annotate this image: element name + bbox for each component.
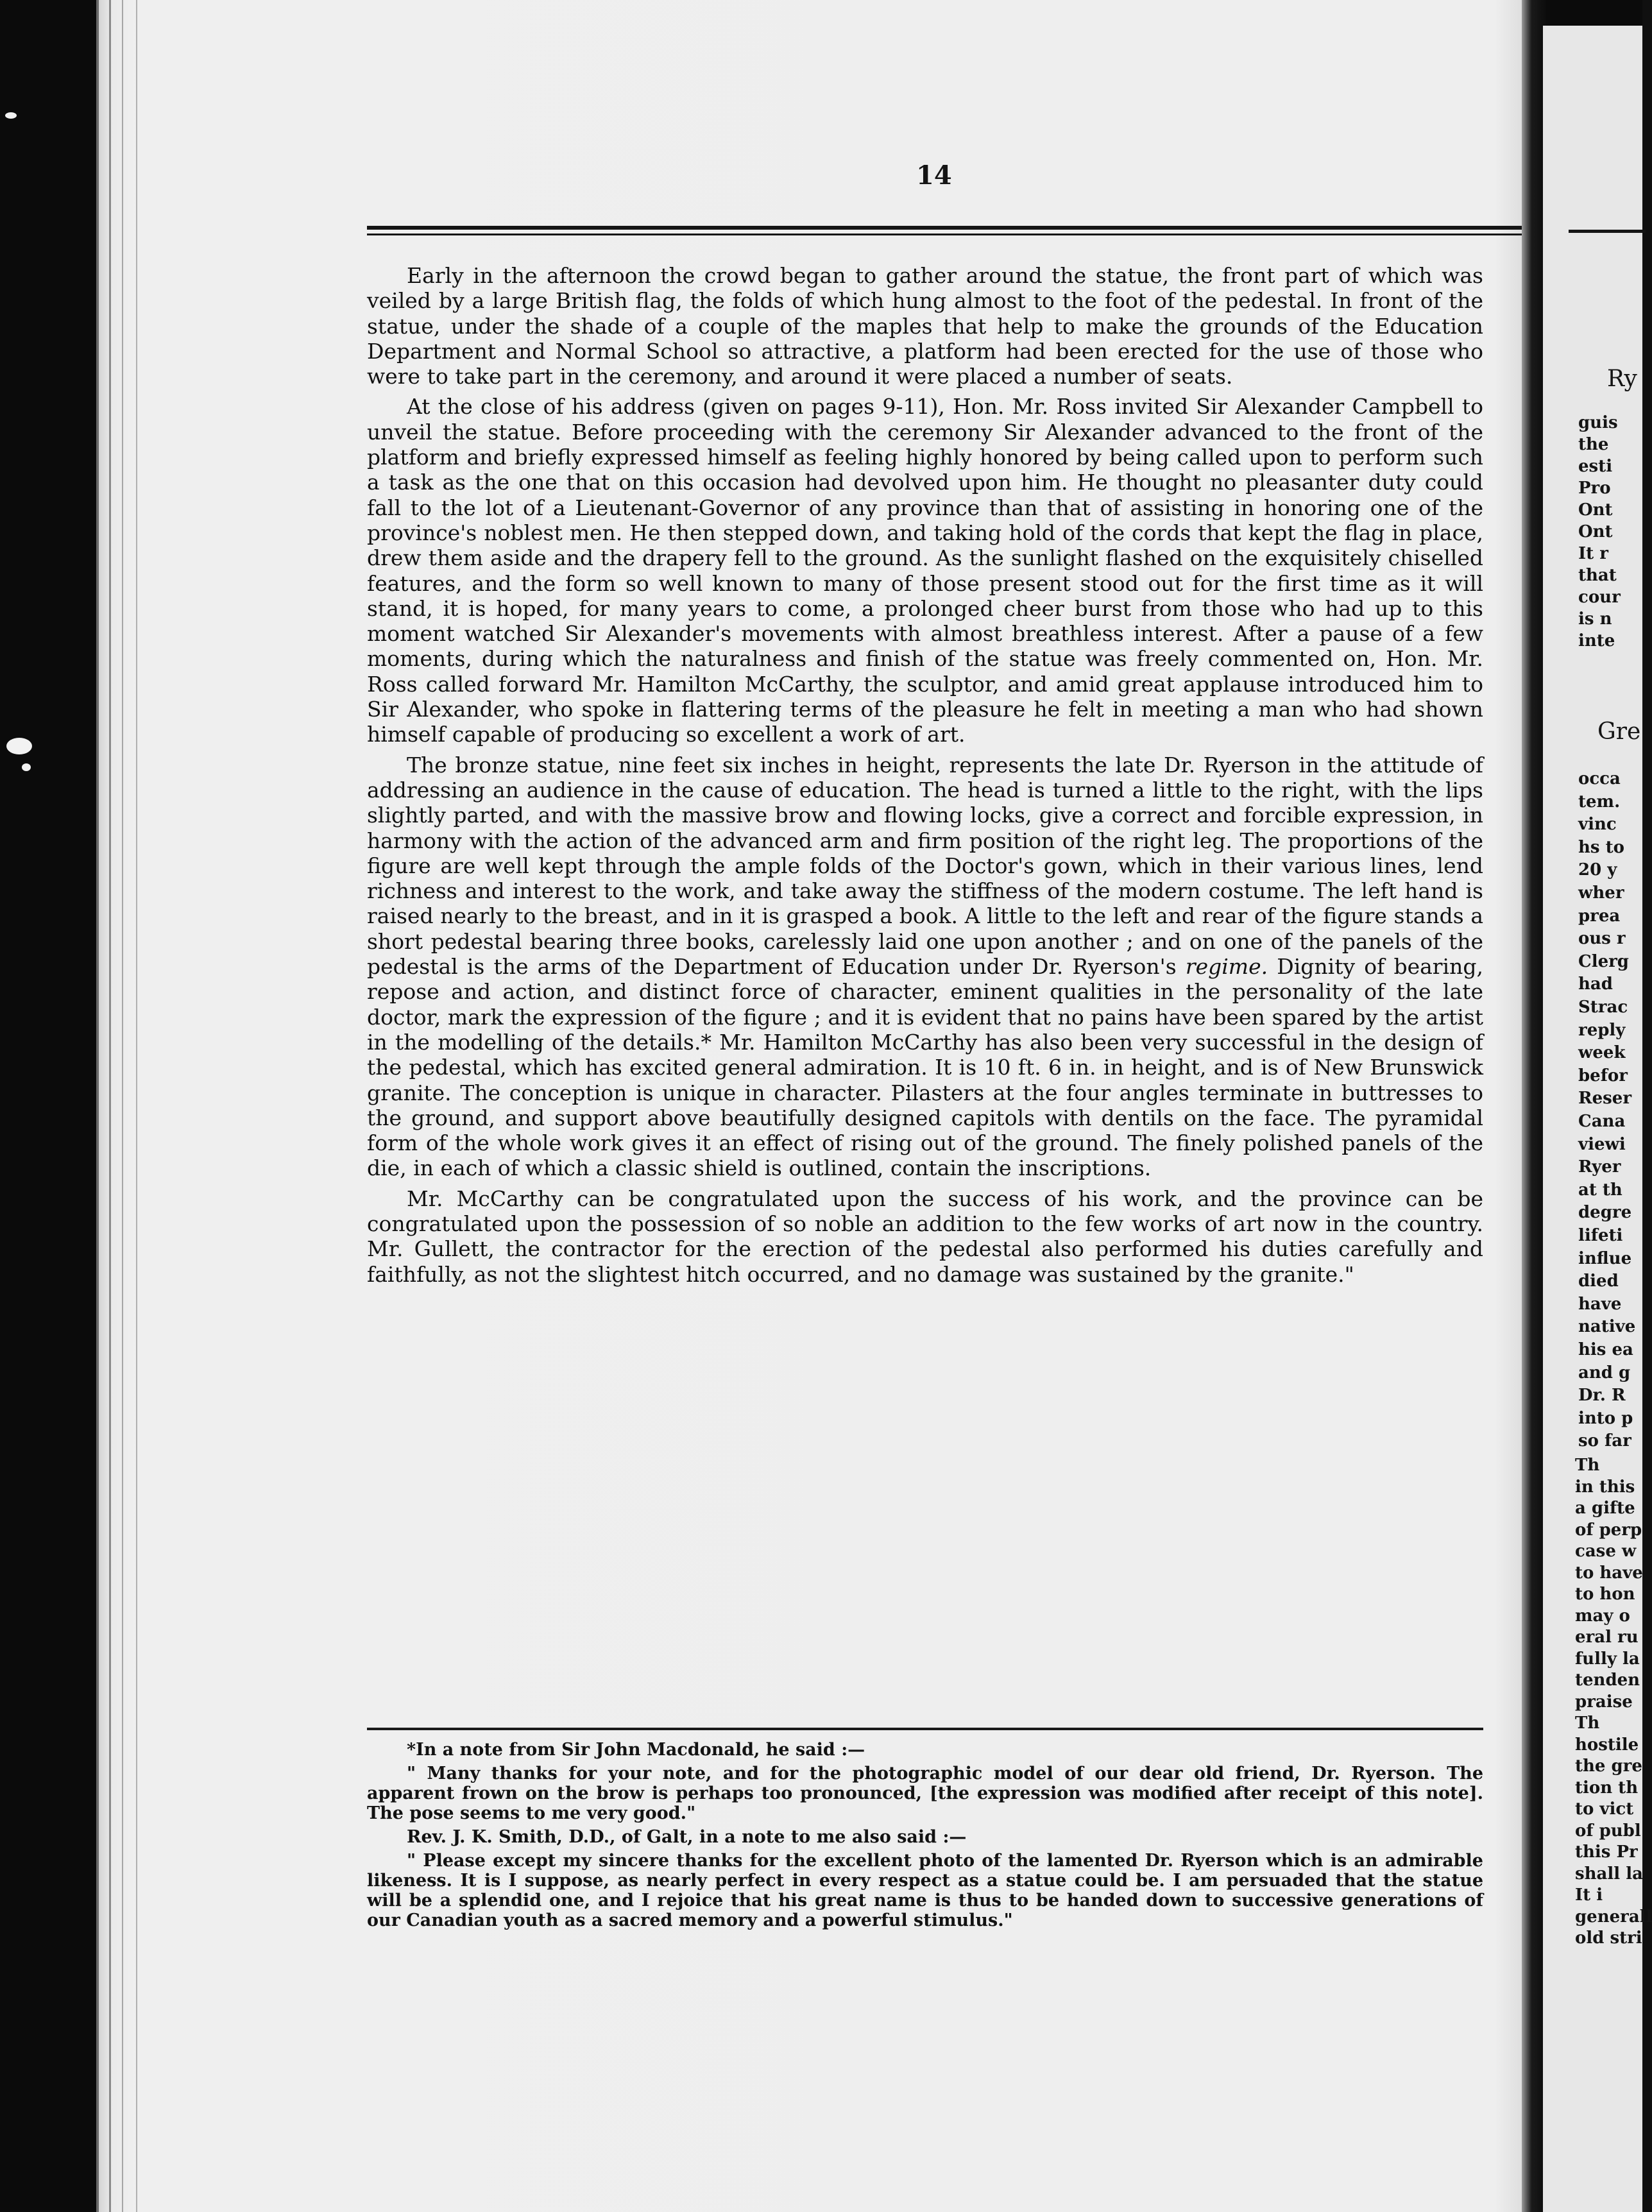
next-page-line: generall (1575, 1907, 1652, 1927)
paragraph-crowd: Early in the afternoon the crowd began to gather around the statue, the front part of which was veiled by a large British flag, the folds of which hung almost to the foot of the pedestal. In front of the statue, under the shade of a couple of the maples that help to make the grounds of the Education Department and Normal School so attractive, a platform had been erected for the use of those who were to take part in the ceremony, and around it were placed a number of seats. (367, 263, 1483, 389)
next-page-line: Ont (1578, 522, 1613, 541)
next-page-line: into p (1578, 1408, 1633, 1428)
next-page-line: that (1578, 566, 1617, 585)
next-page-line: ous r (1578, 929, 1626, 949)
next-page-line: at th (1578, 1180, 1622, 1200)
footnote-macdonald-intro: *In a note from Sir John Macdonald, he said :— (407, 1740, 865, 1760)
next-page-line: viewi (1578, 1134, 1626, 1154)
header-rule-thin (367, 234, 1522, 235)
next-page-line: tion th (1575, 1778, 1639, 1798)
next-page-line: befor (1578, 1066, 1628, 1085)
next-page-line: to hon (1575, 1585, 1635, 1604)
next-page-line: native (1578, 1317, 1636, 1337)
next-page-line: week (1578, 1043, 1626, 1063)
paragraph-congratulations: Mr. McCarthy can be congratulated upon the success of his work, and the province can be congratulated upon the possession of so noble an addition to the few works of art now in the country. Mr. Gullett, the contractor for the erection of the pedestal also performed his duties carefully and faithfully, as not the slightest hitch occurred, and no damage was sustained by the granite." (367, 1186, 1483, 1287)
next-page-line: the (1578, 435, 1609, 454)
next-page-line: eral ru (1575, 1628, 1639, 1647)
next-page-line: tem. (1578, 792, 1621, 812)
scan-speck (22, 763, 31, 771)
next-page-line: It i (1575, 1885, 1603, 1905)
footnote-macdonald-quote: " Many thanks for your note, and for the photographic model of our dear old friend, Dr. Ryerson. The apparent frown on the brow is perhaps too pronounced, [the expression was modified after receipt of this note]. The pose seems to me very good." (367, 1764, 1483, 1823)
statue-description-part-1: The bronze statue, nine feet six inches in height, represents the late Dr. Ryerson in the attitude of addressing an audience in the cause of education. The head is turned a little to the right, with the lips slightly parted, and with the massive brow and flowing locks, give a correct and forcible expression, in harmony with the action of the advanced arm and firm position of the right leg. The proportions of the figure are well kept through the ample folds of the Doctor's gown, which in their various lines, lend richness and interest to the work, and take away the stiffness of the modern costume. The left hand is raised nearly to the breast, and in it is grasped a book. A little to the left and rear of the figure stands a short pedestal bearing three books, carelessly laid one upon another ; and on one of the panels of the pedestal is the arms of the Department of Education under Dr. Ryerson's (367, 752, 1483, 980)
binding-edge (96, 0, 99, 2212)
next-page-line: to have (1575, 1563, 1643, 1583)
article-body (367, 263, 1483, 1292)
binding-edge (136, 0, 137, 2212)
next-page-line: occa (1578, 769, 1621, 788)
next-page-line: so far (1578, 1431, 1631, 1451)
next-page-line: influe (1578, 1248, 1632, 1268)
next-page-line: hs to (1578, 837, 1624, 857)
next-page-line: tenden (1575, 1671, 1640, 1690)
next-page-line: may o (1575, 1606, 1630, 1626)
next-page-line: and g (1578, 1363, 1631, 1382)
next-page-line: Cana (1578, 1112, 1626, 1131)
footnotes (367, 1740, 1483, 1934)
next-page-fragment (1543, 26, 1652, 2212)
next-page-line: cour (1578, 588, 1621, 607)
next-page-line: shall la (1575, 1864, 1643, 1884)
next-page-line: lifeti (1578, 1226, 1623, 1245)
next-page-line: reply (1578, 1020, 1626, 1040)
next-page-line: prea (1578, 906, 1621, 926)
next-page-line: Strac (1578, 998, 1628, 1017)
footnote-smith-intro: Rev. J. K. Smith, D.D., of Galt, in a note to me also said :— (407, 1827, 967, 1847)
next-page-line: Dr. R (1578, 1386, 1626, 1406)
next-page-line: have (1578, 1294, 1622, 1314)
next-page-line: his ea (1578, 1340, 1633, 1359)
next-page-line: this Pr (1575, 1842, 1638, 1862)
next-page-line: a gifte (1575, 1499, 1635, 1518)
binding-edge (122, 0, 123, 2212)
next-page-line: the gre (1575, 1757, 1642, 1776)
next-page-line: praise (1575, 1692, 1633, 1712)
next-page-heading-2: Gre (1597, 719, 1641, 745)
next-page-line: is n (1578, 609, 1612, 629)
next-page-line: hostile (1575, 1735, 1639, 1755)
next-page-line: had (1578, 974, 1613, 994)
header-rule-thick (367, 226, 1522, 230)
next-page-line: died (1578, 1272, 1619, 1291)
next-page-line: Ont (1578, 500, 1613, 520)
next-page-line: to vict (1575, 1799, 1634, 1819)
binding-edge (109, 0, 111, 2212)
next-page-line: degre (1578, 1203, 1632, 1223)
next-page-line: It r (1578, 544, 1608, 563)
next-page-line: in this (1575, 1477, 1635, 1497)
next-page-heading-1: Ry (1607, 366, 1637, 392)
paragraph-unveiling: At the close of his address (given on pages 9-11), Hon. Mr. Ross invited Sir Alexander Campbell to unveil the statue. Before proceeding with the ceremony Sir Alexander advanced to the front of the platform and briefly expressed himself as feeling highly honored by being called upon to perform such a task as the one that on this occasion had devolved upon him. He thought no pleasanter duty could fall to the lot of a Lieutenant-Governor of any province than that of assisting in honoring one of the province's noblest men. He then stepped down, and taking hold of the cords that kept the flag in place, drew them aside and the drapery fell to the ground. As the sunlight flashed on the exquisitely chiselled features, and the form so well known to many of those present stood out for the first time as it will stand, it is hoped, for many years to come, a prolonged cheer burst from those who had up to this moment watched Sir Alexander's movements with almost breathless interest. After a pause of a few moments, during which the naturalness and finish of the statue was freely commented on, Hon. Mr. Ross called forward Mr. Hamilton McCarthy, the sculptor, and amid great applause introduced him to Sir Alexander, who spoke in flattering terms of the pleasure he felt in meeting a man who had shown himself capable of producing so excellent a work of art. (367, 394, 1483, 747)
next-page-line: Pro (1578, 479, 1611, 498)
next-page-line: vinc (1578, 815, 1617, 835)
next-page-rule (1569, 230, 1646, 233)
statue-description-part-2: Dignity of bearing, repose and action, and distinct force of character, eminent qualities in the personality of the late doctor, mark the expression of the figure ; and it is evident that no pains have been spared by the artist in the modelling of the details.* Mr. Hamilton McCarthy has also been very successful in the design of the pedestal, which has excited general admiration. It is 10 ft. 6 in. in height, and is of New Brunswick granite. The conception is unique in character. Pilasters at the four angles terminate in buttresses to the ground, and support above beautifully designed capitols with dentils on the face. The pyramidal form of the whole work gives it an effect of rising out of the ground. The finely polished panels of the die, in each of which a classic shield is outlined, contain the inscriptions. (367, 954, 1483, 1181)
footnote-smith-quote: " Please except my sincere thanks for the excellent photo of the lamented Dr. Ryerson which is an admirable likeness. It is I suppose, as nearly perfect in every respect as a statue could be. I am persuaded that the statue will be a splendid one, and I rejoice that his great name is thus to be handed down to successive generations of our Canadian youth as a sacred memory and a powerful stimulus." (367, 1851, 1483, 1930)
next-page-line: Reser (1578, 1089, 1632, 1109)
next-page-line: Th (1575, 1456, 1600, 1475)
scan-speck (5, 112, 17, 119)
next-page-line: of publ (1575, 1821, 1641, 1841)
next-page-line: old stri (1575, 1928, 1642, 1948)
next-page-line: 20 y (1578, 860, 1617, 880)
next-page-line: Clerg (1578, 951, 1629, 971)
next-page-line: of perp (1575, 1520, 1642, 1540)
scan-speck (6, 738, 32, 754)
next-page-line: Ryer (1578, 1157, 1621, 1177)
next-page-line: inte (1578, 631, 1615, 651)
next-page-line: fully la (1575, 1649, 1640, 1669)
next-page-line: Th (1575, 1714, 1600, 1733)
next-page-line: wher (1578, 883, 1624, 903)
next-page-line: guis (1578, 413, 1618, 432)
regime-italic: regime. (1185, 954, 1268, 980)
next-page-line: esti (1578, 457, 1613, 476)
next-page-line: case w (1575, 1542, 1637, 1561)
footnote-rule (367, 1728, 1483, 1730)
page-number: 14 (916, 160, 952, 191)
paragraph-statue-description (367, 753, 1483, 1181)
